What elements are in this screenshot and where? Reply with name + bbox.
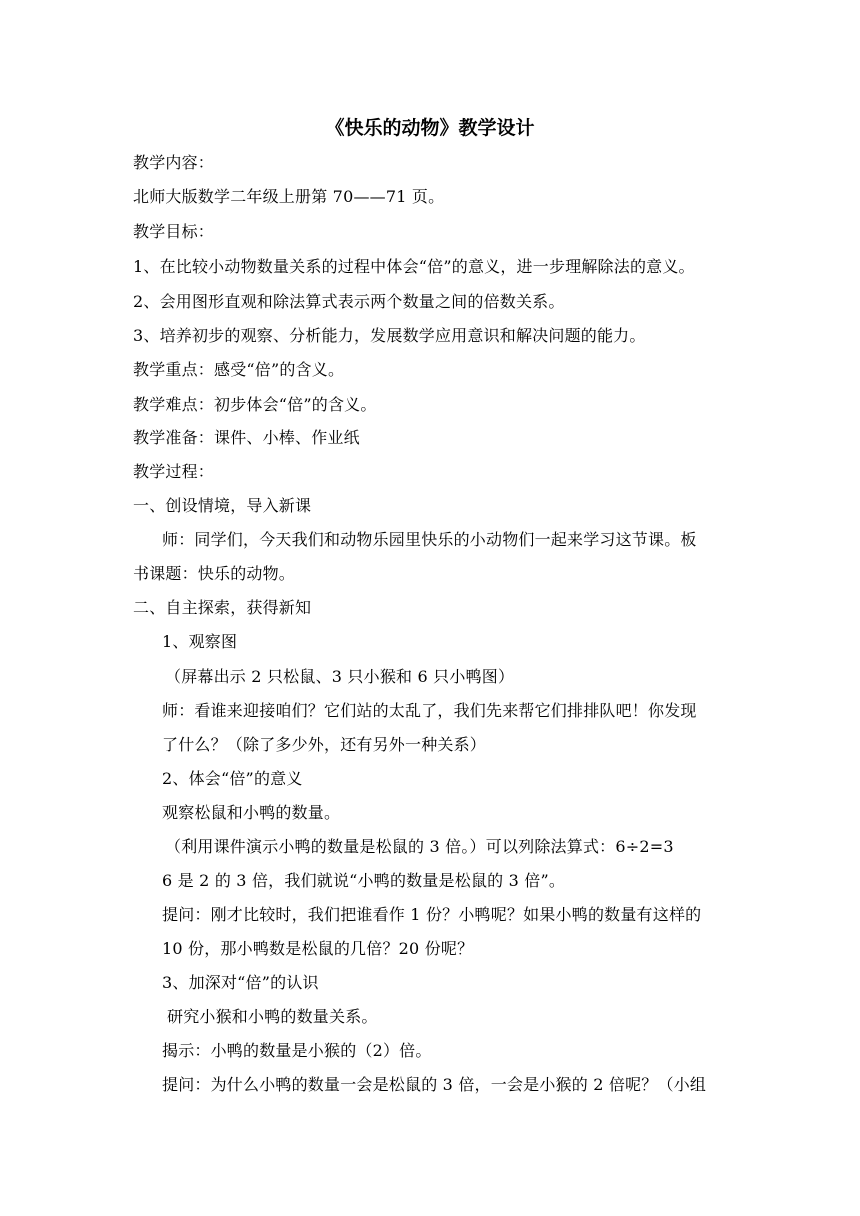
text-line: 提问：刚才比较时，我们把谁看作 1 份？小鸭呢？如果小鸭的数量有这样的: [162, 905, 702, 924]
text-line: 教学准备：课件、小棒、作业纸: [133, 428, 360, 447]
text-line: （屏幕出示 2 只松鼠、3 只小猴和 6 只小鸭图）: [165, 667, 515, 686]
text-line: 教学内容：: [133, 153, 215, 172]
text-line: 揭示：小鸭的数量是小猴的（2）倍。: [162, 1041, 432, 1060]
text-line: 2、体会“倍”的意义: [162, 769, 303, 788]
text-line: 1、在比较小动物数量关系的过程中体会“倍”的意义，进一步理解除法的意义。: [133, 257, 695, 276]
text-line: 教学重点：感受“倍”的含义。: [133, 360, 345, 379]
text-line: 3、加深对“倍”的认识: [162, 973, 319, 992]
text-line: （利用课件演示小鸭的数量是松鼠的 3 倍。）可以列除法算式：6÷2=3: [165, 837, 674, 856]
text-line: 10 份，那小鸭数是松鼠的几倍？20 份呢？: [162, 939, 474, 958]
text-line: 师：看谁来迎接咱们？它们站的太乱了，我们先来帮它们排排队吧！你发现: [162, 701, 697, 720]
text-line: 了什么？（除了多少外，还有另外一种关系）: [162, 735, 487, 754]
text-line: 2、会用图形直观和除法算式表示两个数量之间的倍数关系。: [133, 292, 565, 311]
text-line: 观察松鼠和小鸭的数量。: [162, 803, 341, 822]
text-line: 一、创设情境，导入新课: [133, 496, 312, 515]
text-line: 书课题：快乐的动物。: [133, 564, 296, 583]
text-line: 教学过程：: [133, 462, 215, 481]
text-line: 3、培养初步的观察、分析能力，发展数学应用意识和解决问题的能力。: [133, 326, 646, 345]
text-line: 二、自主探索，获得新知: [133, 598, 312, 617]
text-line: 6 是 2 的 3 倍，我们就说“小鸭的数量是松鼠的 3 倍”。: [162, 871, 566, 890]
document-title: 《快乐的动物》教学设计: [325, 117, 535, 139]
text-line: 研究小猴和小鸭的数量关系。: [167, 1007, 378, 1026]
text-line: 北师大版数学二年级上册第 70——71 页。: [133, 187, 445, 206]
text-line: 提问：为什么小鸭的数量一会是松鼠的 3 倍，一会是小猴的 2 倍呢？（小组: [162, 1075, 707, 1094]
text-line: 教学目标：: [133, 222, 215, 241]
text-line: 1、观察图: [162, 632, 238, 651]
text-line: 教学难点：初步体会“倍”的含义。: [133, 395, 377, 414]
text-line: 师：同学们，今天我们和动物乐园里快乐的小动物们一起来学习这节课。板: [162, 530, 697, 549]
